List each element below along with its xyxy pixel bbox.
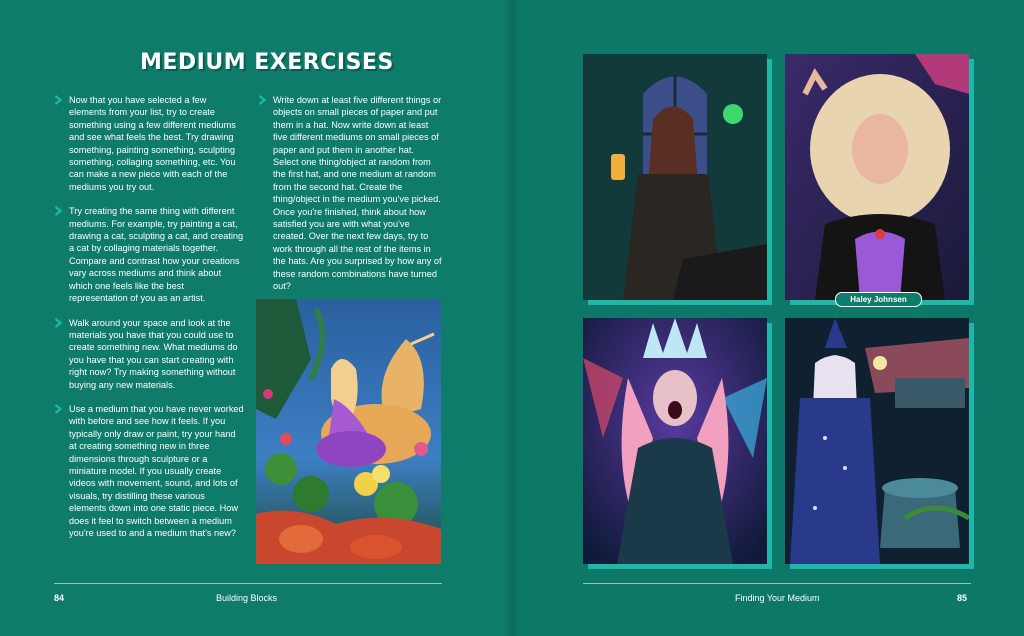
section-title-right: Finding Your Medium bbox=[735, 593, 820, 603]
page-title: MEDIUM EXERCISES bbox=[140, 50, 394, 75]
bullet-item bbox=[54, 317, 244, 391]
bullet-item bbox=[258, 94, 442, 293]
chevron-right-icon bbox=[258, 95, 267, 105]
bullet-text: Use a medium that you have never worked with before and see how it feels. If you typically only draw or paint, try your hand at creating something new in three dimensions through sculpture or a miniature model. If you usually create videos with movement, sound, and lots of visuals, try distilling these various elements down into one static piece. How does it feel to switch between a medium you're used to and a medium that's new? bbox=[69, 403, 244, 538]
bullet-item bbox=[54, 205, 244, 304]
chevron-right-icon bbox=[54, 318, 63, 328]
chevron-right-icon bbox=[54, 206, 63, 216]
wizard-well-photo bbox=[785, 318, 969, 564]
footer-rule-right bbox=[583, 583, 971, 584]
unicorn-photo bbox=[256, 299, 441, 564]
lantern-witch-photo bbox=[583, 54, 767, 300]
rocker-portrait-photo bbox=[785, 54, 969, 300]
page-number-right: 85 bbox=[957, 593, 968, 603]
page-number-left: 84 bbox=[54, 593, 65, 603]
chevron-right-icon bbox=[54, 404, 63, 414]
bullet-text: Write down at least five different things or objects on small pieces of paper and put them in a hat. Now write down at least five different mediums on small pieces of paper and put them in another hat. Select one thing/object at random from the first hat, and one medium at random from the second hat. Create the thing/object in the medium you've picked. Once you're finished, think about how satisfied you are with what you've created. Over the next few days, try to work through all the rest of the items in the hats. Are you surprised by how any of these random combinations have turned out? bbox=[273, 95, 442, 292]
book-gutter bbox=[505, 0, 519, 636]
bullet-text: Now that you have selected a few elements from your list, try to create something using a few different mediums and see what feels the best. Try drawing something, painting something, sculpting something, collaging something, etc. You can make a new piece with each of the mediums you try out. bbox=[69, 95, 236, 192]
ice-queen-photo bbox=[583, 318, 767, 564]
caption-label: Haley Johnsen bbox=[835, 292, 922, 307]
bullet-text: Try creating the same thing with different mediums. For example, try painting a cat, drawing a cat, sculpting a cat, and creating a cat by collaging materials together. Compare and contrast how your creations vary across mediums and think about which one feels like the best representation of you as an artist. bbox=[69, 206, 244, 304]
bullet-item bbox=[54, 94, 244, 193]
chevron-right-icon bbox=[54, 95, 63, 105]
footer-rule-left bbox=[54, 583, 442, 584]
text-column-1 bbox=[54, 94, 244, 551]
bullet-text: Walk around your space and look at the materials you have that you could use to create something new. What mediums do you have that you can start creating with right now? Try making something without buying any new materials. bbox=[69, 317, 238, 390]
section-title-left: Building Blocks bbox=[216, 593, 278, 603]
bullet-item bbox=[54, 403, 244, 539]
text-column-2 bbox=[258, 94, 442, 305]
